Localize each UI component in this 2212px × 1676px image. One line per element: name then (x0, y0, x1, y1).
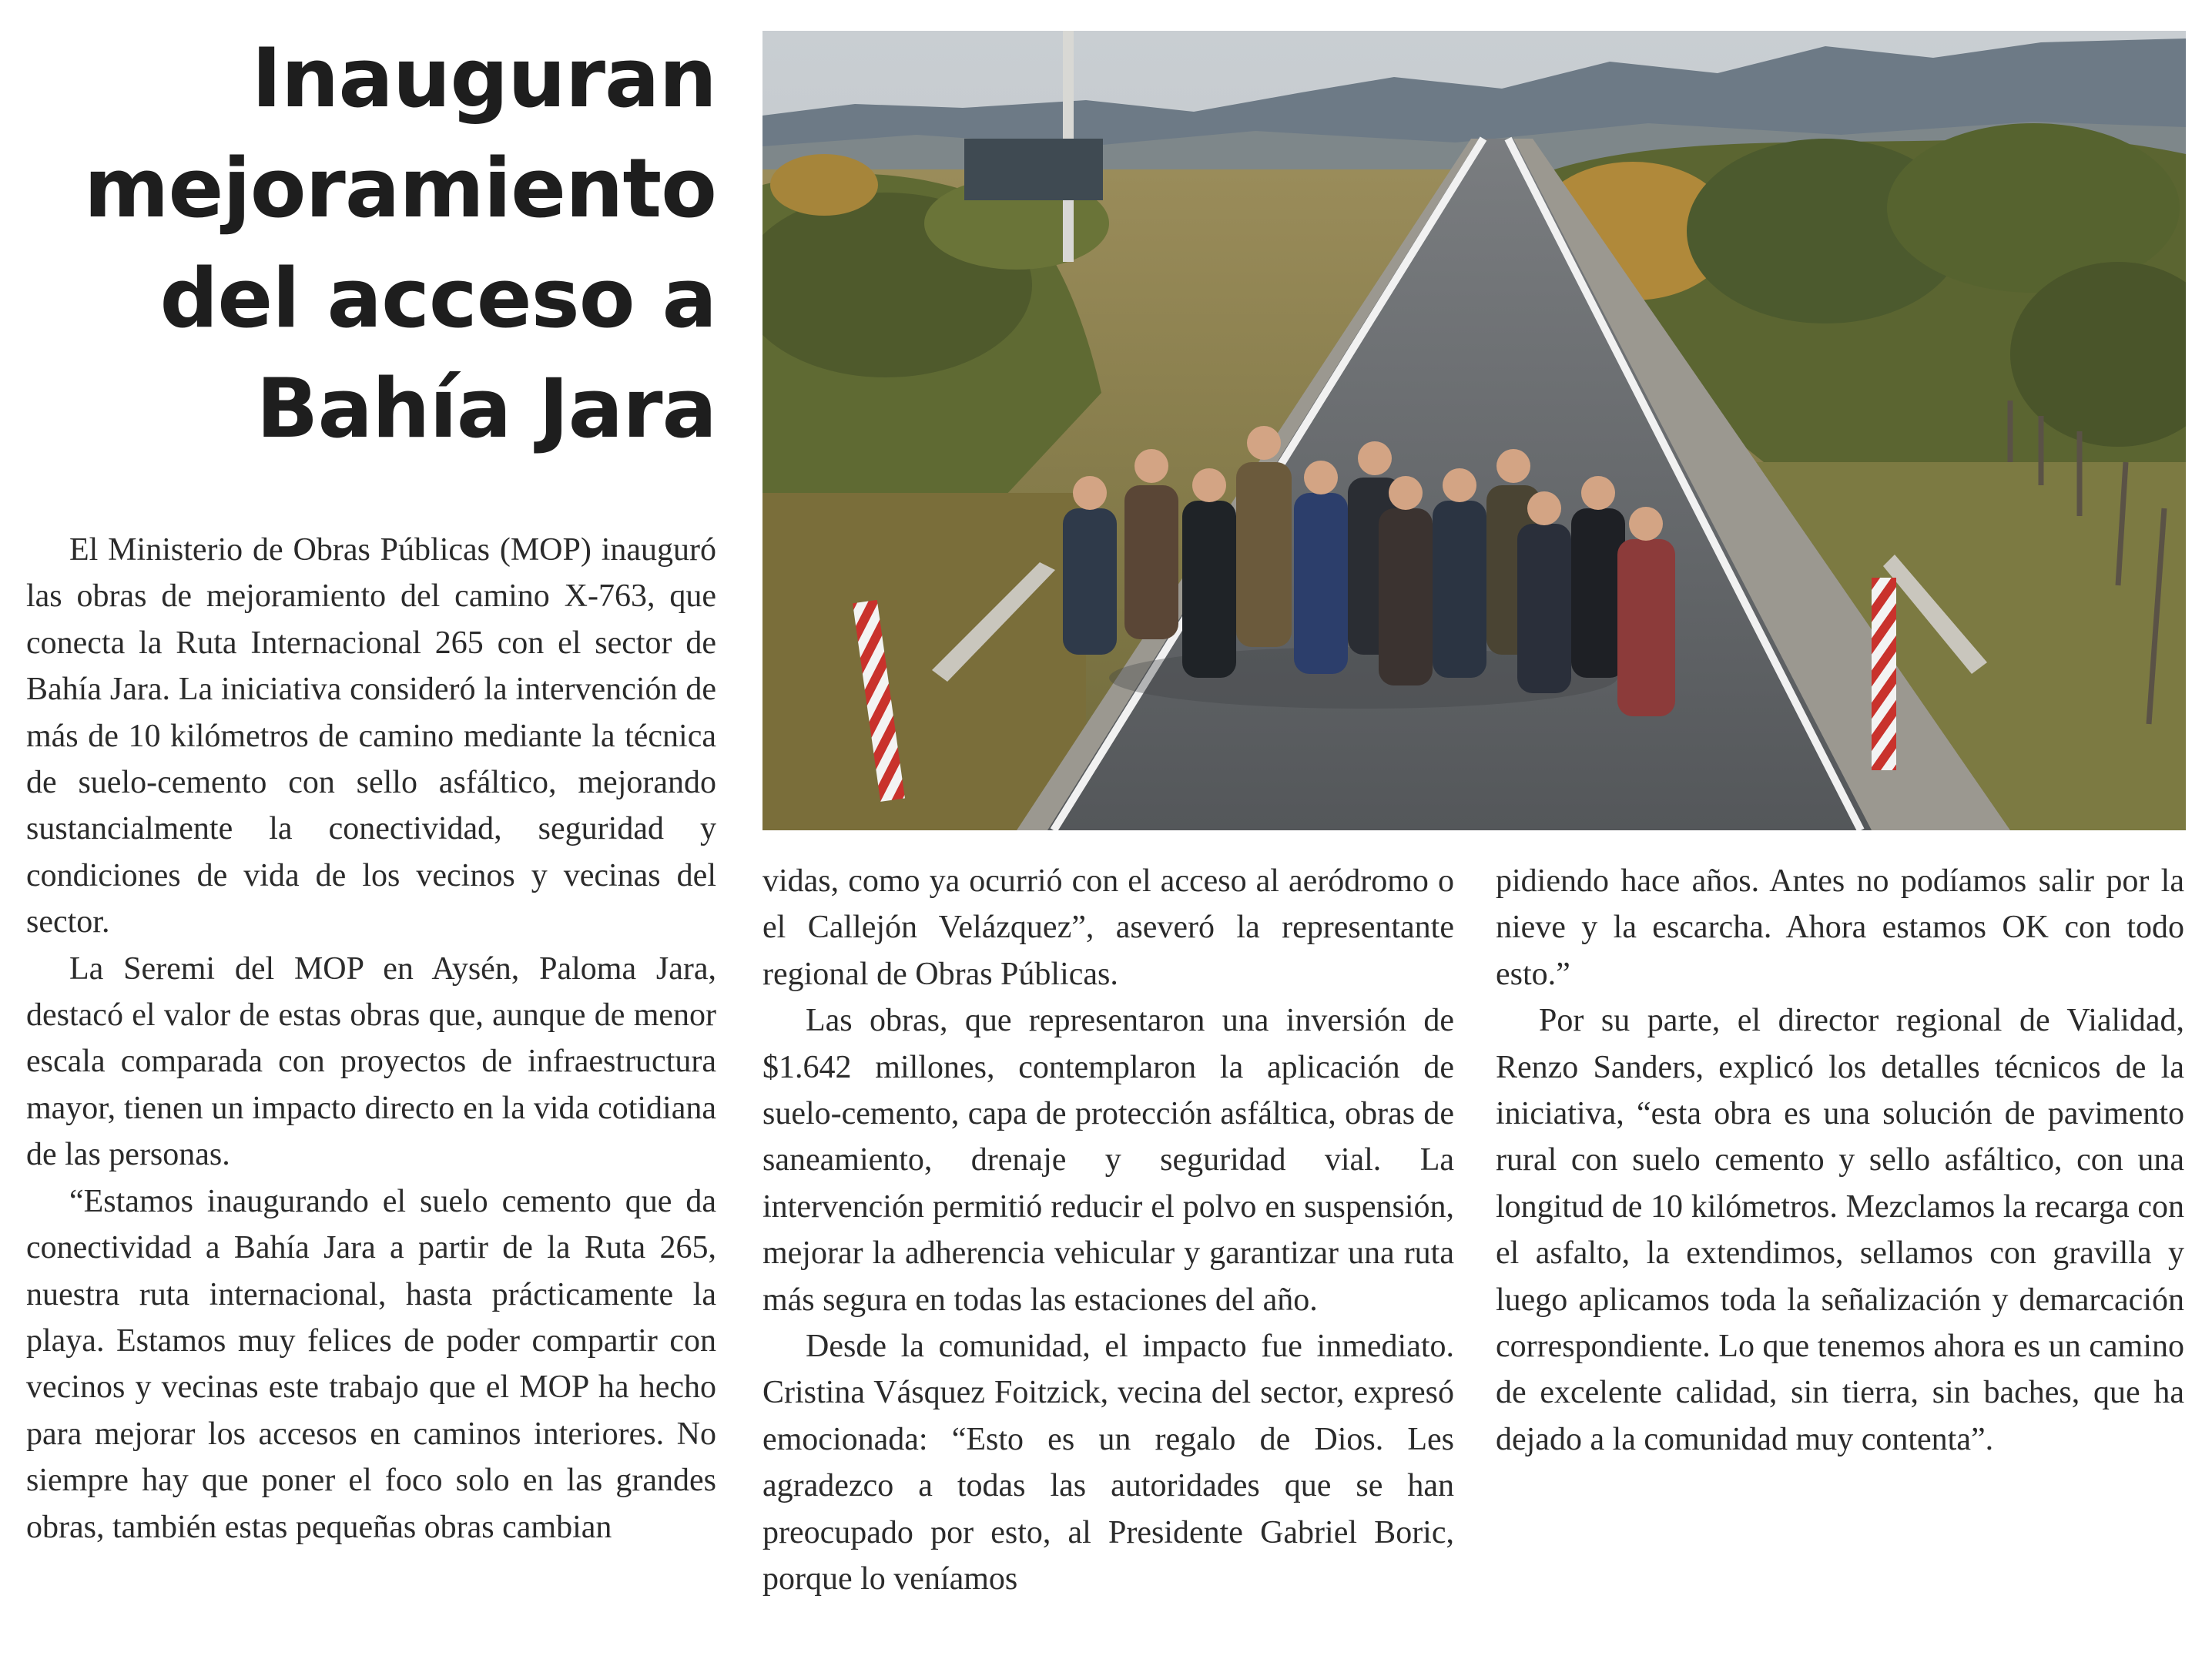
paragraph: “Estamos inaugurando el suelo cemento que da conectividad a Bahía Jara a partir de la Ruta 265, nuestra ruta internacional, hasta prácticamente la playa. Estamos muy felices de poder compartir con vecinos y vecinas este trabajo que el MOP ha hecho para mejorar los accesos en caminos interiores. No siempre hay que poner el foco solo en las grandes obras, también estas pequeñas obras cambian (26, 1183, 716, 1545)
headline-line-1: Inauguran (251, 31, 716, 126)
paragraph: El Ministerio de Obras Públicas (MOP) inauguró las obras de mejoramiento del camino X-763, que conecta la Ruta Internacional 265 con el sector de Bahía Jara. La iniciativa consideró la intervención de más de 10 kilómetros de camino mediante la técnica de suelo-cemento con sello asfáltico, mejorando sustancialmente la conectividad, seguridad y condiciones de vida de los vecinos y vecinas del sector. (26, 532, 716, 940)
paragraph: La Seremi del MOP en Aysén, Paloma Jara, destacó el valor de estas obras que, aunque de menor escala comparada con proyectos de infraestructura mayor, tienen un impacto directo en la vida cotidiana de las personas. (26, 950, 716, 1173)
article-column-2 (762, 858, 1454, 1603)
road-group-photo (762, 31, 2186, 830)
article-column-3 (1496, 858, 2184, 1463)
paragraph: Desde la comunidad, el impacto fue inmediato. Cristina Vásquez Foitzick, vecina del sector, expresó emocionada: “Esto es un regalo de Dios. Les agradezco a todas las autoridades que se han preocupado por esto, al Presidente Gabriel Boric, porque lo veníamos (762, 1329, 1454, 1597)
headline-line-4: Bahía Jara (256, 361, 716, 456)
article-photo (762, 31, 2186, 830)
paragraph-continued: pidiendo hace años. Antes no podíamos salir por la nieve y la escarcha. Ahora estamos OK con todo esto.” (1496, 863, 2184, 992)
paragraph-continued: vidas, como ya ocurrió con el acceso al aeródromo o el Callejón Velázquez”, aseveró la representante regional de Obras Públicas. (762, 863, 1454, 992)
paragraph: Por su parte, el director regional de Vialidad, Renzo Sanders, explicó los detalles técnicos de la iniciativa, “esta obra es una solución de pavimento rural con suelo cemento y sello asfáltico, con una longitud de 10 kilómetros. Mezclamos la recarga con el asfalto, la extendimos, sellamos con gravilla y luego aplicamos toda la señalización y demarcación correspondiente. Lo que tenemos ahora es un camino de excelente calidad, sin tierra, sin baches, que ha dejado a la comunidad muy contenta”. (1496, 1003, 2184, 1457)
headline (23, 23, 716, 464)
article-column-1 (26, 527, 716, 1550)
headline-line-3: del acceso a (159, 251, 716, 346)
paragraph: Las obras, que representaron una inversión de $1.642 millones, contemplaron la aplicación de suelo-cemento, capa de protección asfáltica, obras de saneamiento, drenaje y seguridad vial. La intervención permitió reducir el polvo en suspensión, mejorar la adherencia vehicular y garantizar una ruta más segura en todas las estaciones del año. (762, 1003, 1454, 1318)
headline-line-2: mejoramiento (84, 141, 716, 236)
